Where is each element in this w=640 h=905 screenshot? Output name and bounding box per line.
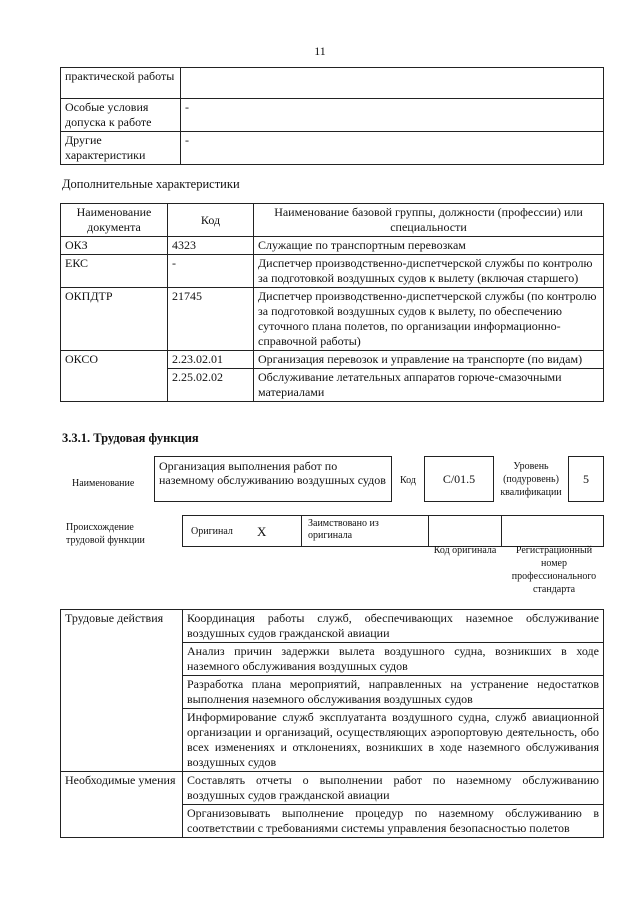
level-label: Уровень (подуровень) квалификации <box>500 461 562 498</box>
level-box <box>568 456 604 502</box>
origin-reg-label: Регистрационный номер профессионального стандарта <box>511 545 597 595</box>
table-row <box>61 772 604 805</box>
function-name: Организация выполнения работ по наземному обслуживанию воздушных судов <box>159 459 386 487</box>
page-number: 11 <box>314 44 326 58</box>
cell-name: Организация перевозок и управление на транспорте (по видам) <box>254 351 604 369</box>
skills-label: Необходимые умения <box>61 772 183 838</box>
action-item: Разработка плана мероприятий, направленных на устранение недостатков выполнения наземного обслуживания воздушных судов <box>183 676 604 709</box>
cell-doc: ЕКС <box>61 255 168 288</box>
duties-table <box>60 609 604 838</box>
origin-reg-cell <box>501 515 604 547</box>
additional-characteristics-table <box>60 203 604 402</box>
cell-code: - <box>168 255 254 288</box>
origin-label: Происхождение трудовой функции <box>66 522 145 546</box>
level-value: 5 <box>583 472 589 486</box>
cell-code: 4323 <box>168 237 254 255</box>
cell-code: 21745 <box>168 288 254 351</box>
section-heading: 3.3.1. Трудовая функция <box>62 431 199 445</box>
cell-name: Обслуживание летательных аппаратов горюче-смазочными материалами <box>254 369 604 402</box>
table-header-row <box>61 204 604 237</box>
row-label: практической работы <box>61 68 181 99</box>
origin-code-cell <box>428 515 502 547</box>
origin-original-cell <box>182 515 302 547</box>
action-item: Координация работы служб, обеспечивающих наземное обслуживание воздушных судов гражданской авиации <box>183 610 604 643</box>
top-characteristics-table <box>60 67 604 165</box>
table-row <box>61 288 604 351</box>
table-row <box>61 610 604 643</box>
cell-doc: ОКСО <box>61 351 168 402</box>
cell-name: Диспетчер производственно-диспетчерской службы (по контролю за подготовкой воздушных судов к вылету, по обеспечению суточного плана полетов, по организации информационно-справочной работы) <box>254 288 604 351</box>
function-code: C/01.5 <box>442 472 476 486</box>
header-doc: Наименование документа <box>61 204 168 237</box>
cell-code: 2.23.02.01 <box>168 351 254 369</box>
borrowed-label: Заимствовано из оригинала <box>308 518 379 541</box>
table-row <box>61 237 604 255</box>
additional-heading: Дополнительные характеристики <box>62 177 240 191</box>
original-label: Оригинал <box>191 526 233 537</box>
table-row <box>61 132 604 165</box>
table-row <box>61 99 604 132</box>
skill-item: Составлять отчеты о выполнении работ по наземному обслуживанию воздушных судов гражданской авиации <box>183 772 604 805</box>
row-label: Особые условия допуска к работе <box>61 99 181 132</box>
cell-name: Диспетчер производственно-диспетчерской службы по контролю за подготовкой воздушных судов к вылету (включая старшего) <box>254 255 604 288</box>
original-mark: X <box>257 524 267 539</box>
origin-borrowed-cell <box>301 515 429 547</box>
name-label: Наименование <box>72 478 135 489</box>
function-name-box <box>154 456 392 502</box>
header-code: Код <box>168 204 254 237</box>
table-row <box>61 68 604 99</box>
row-value: - <box>181 132 604 165</box>
action-item: Анализ причин задержки вылета воздушного судна, возникших в ходе наземного обслуживания воздушных судов <box>183 643 604 676</box>
code-label: Код <box>400 475 416 486</box>
table-row <box>61 351 604 369</box>
skill-item: Организовывать выполнение процедур по наземному обслуживанию в соответствии с требованиями системы управления безопасностью полетов <box>183 805 604 838</box>
row-label: Другие характеристики <box>61 132 181 165</box>
header-name: Наименование базовой группы, должности (профессии) или специальности <box>254 204 604 237</box>
cell-doc: ОКПДТР <box>61 288 168 351</box>
cell-doc: ОКЗ <box>61 237 168 255</box>
origin-code-label: Код оригинала <box>433 545 497 556</box>
row-value <box>181 68 604 99</box>
function-code-box <box>424 456 494 502</box>
actions-label: Трудовые действия <box>61 610 183 772</box>
action-item: Информирование служб эксплуатанта воздушного судна, служб авиационной организации и организаций, осуществляющих аэропортовую деятельность, обо всех изменениях и отклонениях, возникших в ходе наземного обслуживания воздушных судов <box>183 709 604 772</box>
row-value: - <box>181 99 604 132</box>
table-row <box>61 255 604 288</box>
cell-name: Служащие по транспортным перевозкам <box>254 237 604 255</box>
cell-code: 2.25.02.02 <box>168 369 254 402</box>
